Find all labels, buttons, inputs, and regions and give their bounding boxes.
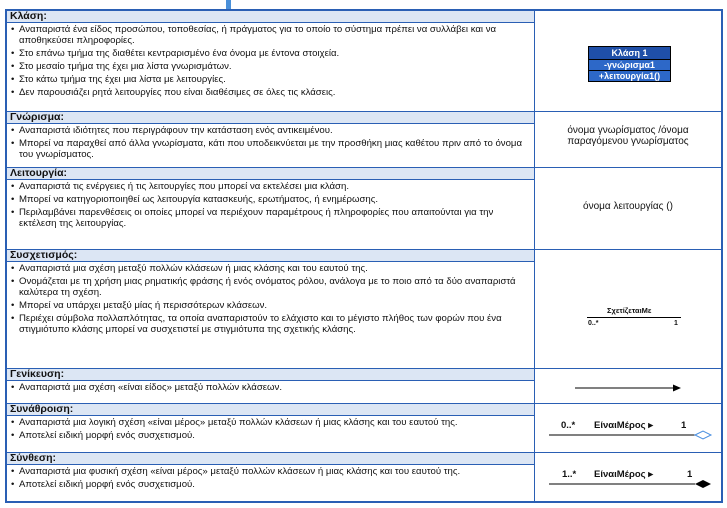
class-symbol-name: Κλάση 1 — [589, 47, 670, 60]
operation-notation: όνομα λειτουργίας () — [583, 201, 673, 212]
symbol-cell — [535, 453, 721, 503]
composition-diamond-line — [535, 453, 723, 503]
section-title: Λειτουργία: — [7, 168, 534, 180]
attribute-notation: όνομα γνωρίσματος /όνομα παραγόμενου γνωρίσματος — [567, 125, 689, 147]
class-symbol — [588, 46, 671, 82]
class-symbol-attribute: -γνώρισμα1 — [589, 60, 670, 71]
bullet-item: • Αναπαριστά μια σχέση «είναι είδος» μεταξύ πολλών κλάσεων. — [10, 382, 531, 393]
aggregation-diamond-line — [535, 404, 723, 453]
symbol-cell — [535, 11, 721, 111]
association-line — [587, 317, 681, 318]
section-operation — [7, 168, 721, 250]
description-cell — [7, 11, 535, 111]
symbol-cell — [535, 369, 721, 403]
association-label: ΣχετίζεταιΜε — [607, 306, 652, 315]
bullet-item: • Μπορεί να κατηγοριοποιηθεί ως λειτουργία κατασκευής, ερωτήματος, ή ενημέρωσης. — [10, 194, 531, 205]
aggregation-label: ΕίναιΜέρος ▸ — [594, 420, 653, 431]
section-title: Γενίκευση: — [7, 369, 534, 381]
composition-label: ΕίναιΜέρος ▸ — [594, 469, 653, 480]
association-right-multiplicity: 1 — [674, 320, 678, 327]
bullet-item: • Αναπαριστά μια σχέση μεταξύ πολλών κλάσεων ή μιας κλάσης και του εαυτού της. — [10, 263, 531, 274]
association-left-multiplicity: 0..* — [588, 320, 599, 327]
aggregation-left-multiplicity: 0..* — [561, 420, 576, 431]
composition-right-multiplicity: 1 — [687, 469, 693, 480]
section-attribute — [7, 112, 721, 168]
section-association — [7, 250, 721, 369]
section-aggregation — [7, 404, 721, 453]
class-symbol-operation: +λειτουργία1() — [589, 71, 670, 81]
description-cell — [7, 369, 535, 403]
bullet-item: • Περιέχει σύμβολα πολλαπλότητας, τα οποία αναπαριστούν το ελάχιστο και το μέγιστο πλήθος των φορών που ένα στιγμιότυπο κλάσης μπορεί να συσχετιστεί με στιγμιότυπα της σχετικής κλάσης. — [10, 313, 531, 335]
bullet-item: • Στο μεσαίο τμήμα της έχει μια λίστα γνωρισμάτων. — [10, 61, 531, 72]
bullet-item: • Στο επάνω τμήμα της διαθέτει κεντραρισμένο ένα όνομα με έντονα στοιχεία. — [10, 48, 531, 59]
uml-notation-table — [5, 9, 723, 503]
bullet-item: • Δεν παρουσιάζει ρητά λειτουργίες που είναι διαθέσιμες σε όλες τις κλάσεις. — [10, 87, 531, 98]
bullet-item: • Μπορεί να παραχθεί από άλλα γνωρίσματα, κάτι που υποδεικνύεται με την προσθήκη μιας καθέτου πριν από το όνομα του γνωρίσματος. — [10, 138, 531, 160]
bullet-item: • Αποτελεί ειδική μορφή ενός συσχετισμού. — [10, 430, 531, 441]
description-cell — [7, 112, 535, 167]
section-title: Κλάση: — [7, 11, 534, 23]
bullet-item: • Αναπαριστά μια φυσική σχέση «είναι μέρος» μεταξύ πολλών κλάσεων ή μιας κλάσης και του εαυτού της. — [10, 466, 531, 477]
section-class — [7, 11, 721, 112]
section-title: Γνώρισμα: — [7, 112, 534, 124]
bullet-item: • Αναπαριστά ιδιότητες που περιγράφουν την κατάσταση ενός αντικειμένου. — [10, 125, 531, 136]
bullet-item: • Αναπαριστά τις ενέργειες ή τις λειτουργίες που μπορεί να εκτελέσει μια κλάση. — [10, 181, 531, 192]
bullet-item: • Στο κάτω τμήμα της έχει μια λίστα με λειτουργίες. — [10, 74, 531, 85]
composition-left-multiplicity: 1..* — [562, 469, 577, 480]
section-title: Συνάθροιση: — [7, 404, 534, 416]
bullet-item: • Περιλαμβάνει παρενθέσεις οι οποίες μπορεί να περιέχουν παραμέτρους ή πληροφορίες που απαιτούνται για την εκτέλεση της λειτουργίας. — [10, 207, 531, 229]
section-title: Σύνθεση: — [7, 453, 534, 465]
aggregation-right-multiplicity: 1 — [681, 420, 687, 431]
description-cell — [7, 404, 535, 452]
bullet-item: • Αναπαριστά μια λογική σχέση «είναι μέρος» μεταξύ πολλών κλάσεων ή μιας κλάσης και του εαυτού της. — [10, 417, 531, 428]
generalization-arrow — [535, 369, 723, 404]
symbol-cell — [535, 112, 721, 167]
description-cell — [7, 250, 535, 368]
symbol-cell — [535, 404, 721, 452]
bullet-item: • Αναπαριστά ένα είδος προσώπου, τοποθεσίας, ή πράγματος για το οποίο το σύστημα πρέπει να συλλάβει και να αποθηκεύσει πληροφορίες. — [10, 24, 531, 46]
section-title: Συσχετισμός: — [7, 250, 534, 262]
description-cell — [7, 168, 535, 249]
description-cell — [7, 453, 535, 503]
bullet-item: • Αποτελεί ειδική μορφή ενός συσχετισμού. — [10, 479, 531, 490]
symbol-cell — [535, 250, 721, 368]
section-generalization — [7, 369, 721, 404]
symbol-cell — [535, 168, 721, 249]
section-composition — [7, 453, 721, 503]
top-accent-mark — [226, 0, 231, 9]
bullet-item: • Μπορεί να υπάρχει μεταξύ μίας ή περισσότερων κλάσεων. — [10, 300, 531, 311]
bullet-item: • Ονομάζεται με τη χρήση μιας ρηματικής φράσης ή ενός ονόματος ρόλου, ανάλογα με το ποιο από τα δύο αναπαριστά καλύτερα τη σχέση. — [10, 276, 531, 298]
